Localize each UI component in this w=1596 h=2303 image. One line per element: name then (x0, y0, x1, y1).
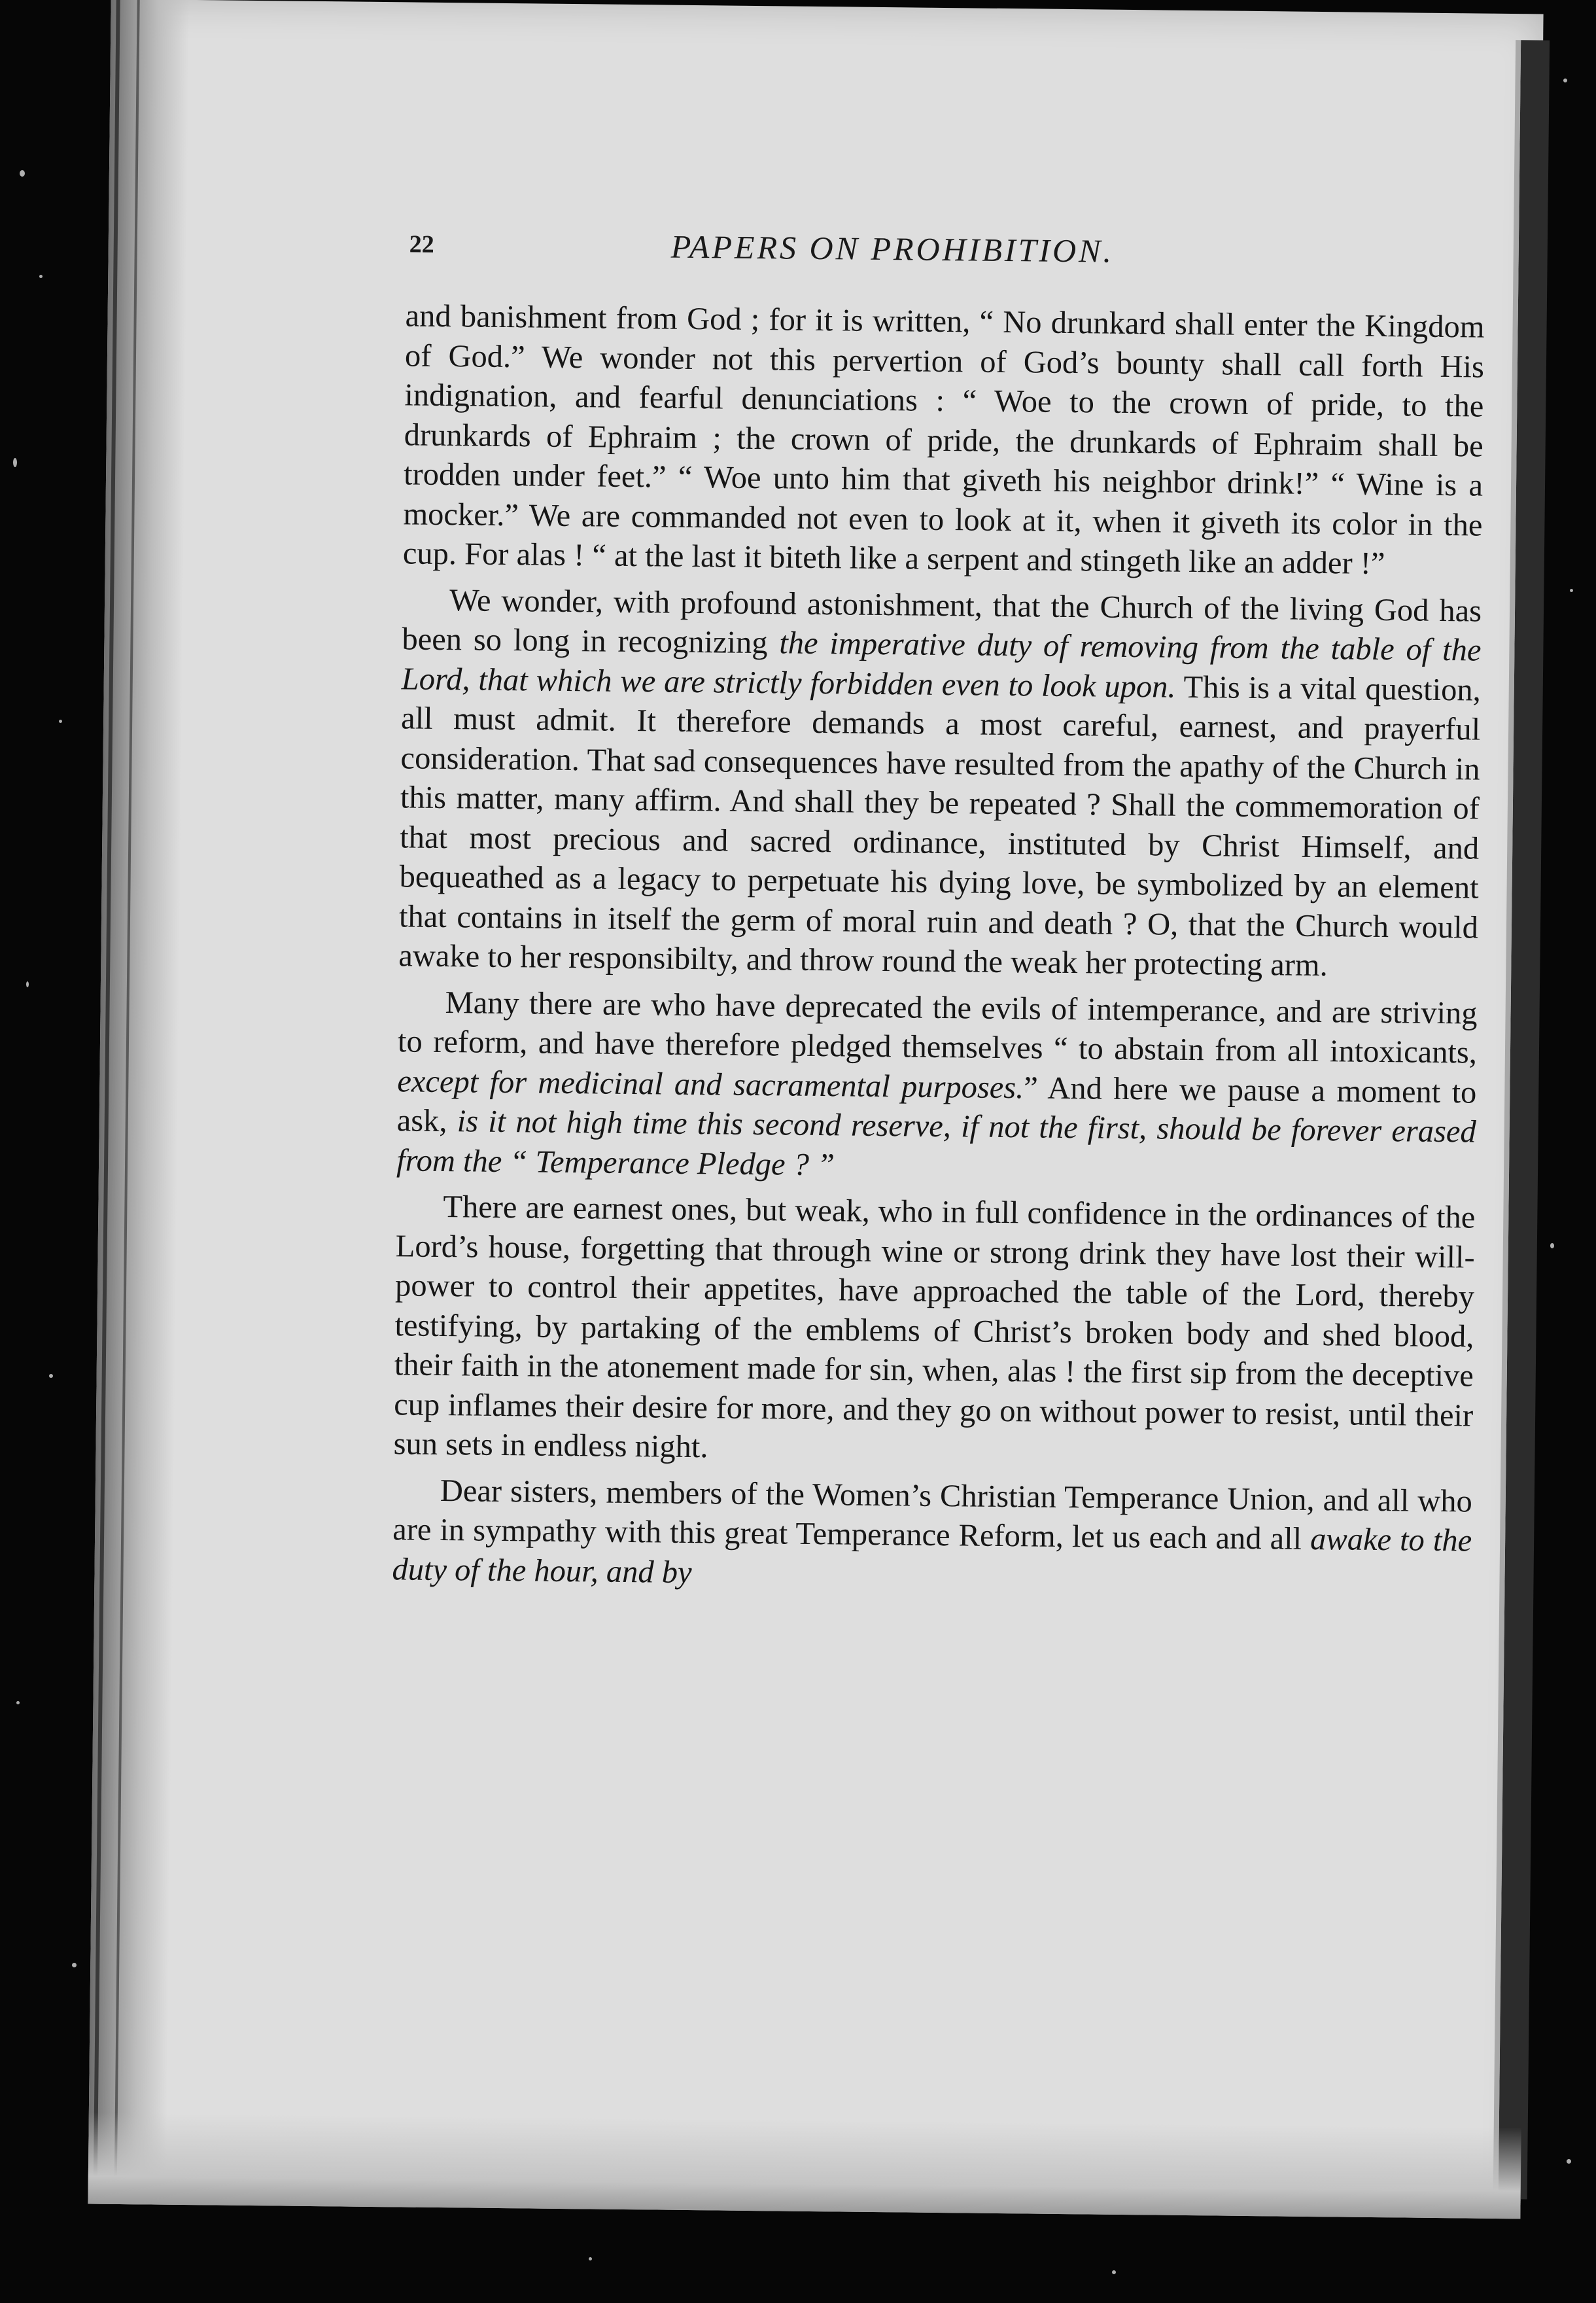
page-bottom-edge (88, 2112, 1521, 2219)
gutter-shadow (88, 0, 189, 2205)
paragraph (392, 1471, 1472, 1601)
film-speck (16, 1701, 20, 1704)
paragraph (393, 1187, 1475, 1475)
text-run: Many there are who have deprecated the evils of intemperance, and are striving to reform, and have therefore pledged themselves “ to abstain from all intoxicants, (397, 985, 1478, 1070)
paragraph (396, 983, 1478, 1192)
italic-text: awake to the duty of the hour, and by (392, 1521, 1472, 1590)
text-run: This is a vital question, all must admit. It therefore demands a most careful, earnest, and prayerful consideration. That sad consequences have resulted from the apathy of the Church in this matter, many affirm. And shall they be repeated ? Shall the commemoration of that most precious and sacred ordinance, instituted by Christ Himself, and bequeathed as a legacy to perpetuate his dying love, be symbolized by an element that contains in itself the germ of moral ruin and death ? O, that the Church would awake to her responsibilty, and throw round the weak her protecting arm. (398, 669, 1482, 983)
film-speck (59, 720, 62, 723)
film-speck (26, 981, 29, 987)
film-speck (1567, 2159, 1571, 2164)
paragraph (398, 580, 1482, 987)
body-text (392, 296, 1485, 1607)
text-run: ” And here we pause a moment to ask, (396, 1070, 1477, 1139)
running-head (409, 224, 1482, 275)
film-speck (1570, 589, 1573, 592)
paragraph (403, 296, 1485, 585)
film-speck (39, 275, 43, 278)
film-speck (49, 1374, 53, 1378)
film-speck (13, 458, 17, 467)
film-speck (1112, 2270, 1116, 2274)
italic-text: the imperative duty of removing from the table of the Lord, that which we are strictly forbidden even to look upon. (401, 625, 1482, 705)
text-run: and banishment from God ; for it is written, “ No drunkard shall enter the Kingdom of God.” We wonder not this pervertion of God’s bounty shall call forth His indignation, and fearful denunciations : “ Woe to the crown of pride, to the drunkards of Ephraim ; the crown of pride, the drunkards of Ephraim shall be trodden under feet.” “ Woe unto him that giveth his neighbor drink!” “ Wine is a mocker.” We are commanded not even to look at it, when it giveth its color in the cup. For alas ! “ at the last it biteth like a serpent and stingeth like an adder !” (402, 298, 1485, 582)
text-run: There are earnest ones, but weak, who in full confidence in the ordinances of the Lord’s house, forgetting that through wine or strong drink they have lost their will-power to control their appetites, have approached the table of the Lord, thereby testifying, by partaking of the emblems of Christ’s broken body and shed blood, their faith in the atonement made for sin, when, alas ! the first sip from the deceptive cup inflames their desire for more, and they go on without power to resist, until their sun sets in endless night. (393, 1189, 1476, 1465)
film-speck (20, 170, 25, 177)
text-run: Dear sisters, members of the Women’s Christian Temperance Union, and all who are in sympathy with this great Temperance Reform, let us each and all (392, 1473, 1473, 1556)
page-number: 22 (409, 230, 435, 258)
book-page (88, 0, 1543, 2219)
italic-text: is it not high time this second reserve, if not the first, should be forever erased from the “ Temperance Pledge ? ” (396, 1104, 1476, 1182)
film-speck (1563, 79, 1567, 82)
film-speck (1550, 1243, 1554, 1248)
film-speck (72, 1963, 77, 1967)
text-run: We wonder, with profound astonishment, that the Church of the living God has been so long in recognizing (402, 582, 1482, 661)
italic-text: except for medicinal and sacramental purposes. (397, 1063, 1024, 1105)
film-speck (589, 2257, 592, 2260)
running-title: PAPERS ON PROHIBITION. (670, 228, 1115, 270)
